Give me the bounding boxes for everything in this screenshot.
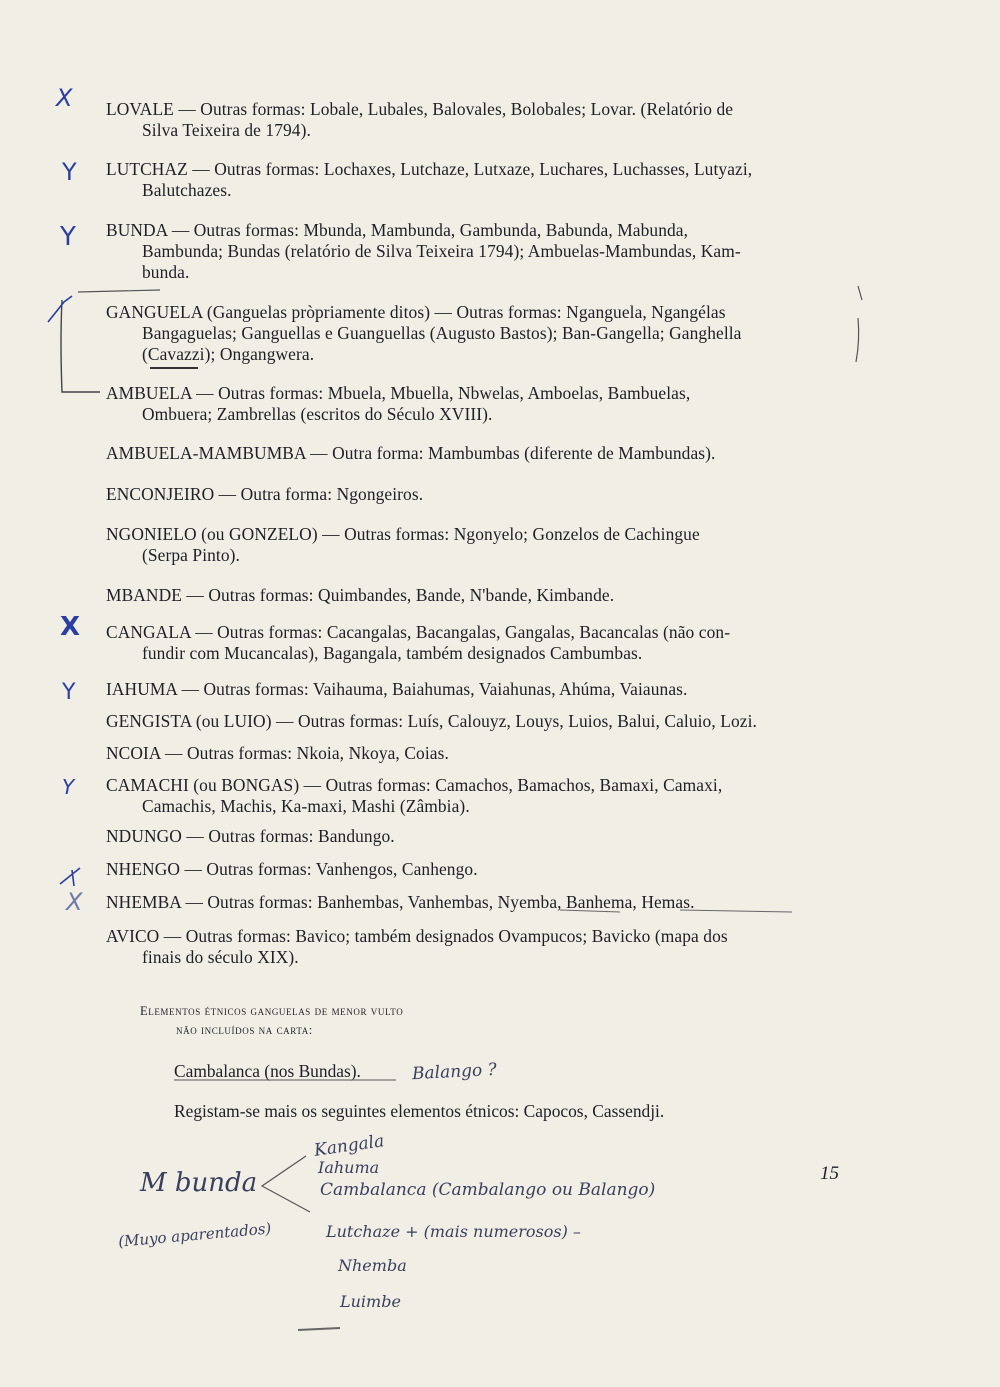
handwritten-lutchaze: Lutchaze + (mais numerosos) – [326,1222,581,1241]
entry-line: GANGUELA (Ganguelas pròpriamente ditos) — Outras formas: Nganguela, Ngangélas [106,302,726,322]
bottom-dash [298,1328,340,1330]
handwritten-kangala: Kangala [312,1131,386,1161]
entry-line: NGONIELO (ou GONZELO) — Outras formas: Ngonyelo; Gonzelos de Cachingue [106,524,700,544]
entry-continuation: Balutchazes. [142,180,232,200]
entry-line: LOVALE — Outras formas: Lobale, Lubales, Balovales, Bolobales; Lovar. (Relatório de [106,99,734,119]
cambalanca-line: Cambalanca (nos Bundas). [174,1061,361,1081]
bracket-right-stroke [856,286,862,362]
margin-mark-icon: X [56,84,73,112]
section-title-line2: não incluídos na carta: [176,1023,313,1037]
handwritten-luimbe: Luimbe [340,1292,401,1311]
entry-line: AMBUELA-MAMBUMBA — Outra forma: Mambumbas (diferente de Mambundas). [106,443,716,463]
entry-line: AVICO — Outras formas: Bavico; também designados Ovampucos; Bavicko (mapa dos [106,926,728,946]
entry-line: NHEMBA — Outras formas: Banhembas, Vanhembas, Nyemba, Banhema, Hemas. [106,892,695,912]
entry-continuation: finais do século XIX). [142,947,299,967]
entry-line: NCOIA — Outras formas: Nkoia, Nkoya, Coias. [106,743,449,763]
bracket-stroke [61,300,100,392]
margin-mark-icon: X [60,612,81,642]
page-number: 15 [820,1163,839,1184]
margin-mark-icon: Y [62,158,77,186]
entry-line: CANGALA — Outras formas: Cacangalas, Bacangalas, Gangalas, Bacancalas (não con- [106,622,731,642]
handwritten-iahuma: Iahuma [318,1158,380,1177]
entry-continuation: (Serpa Pinto). [142,545,240,565]
entry-continuation: bunda. [142,262,190,282]
entry-continuation: Silva Teixeira de 1794). [142,120,311,140]
section-title-line1: Elementos étnicos ganguelas de menor vulto [140,1004,404,1018]
entry-line: IAHUMA — Outras formas: Vaihauma, Baiahumas, Vaiahunas, Ahúma, Vaiaunas. [106,679,688,699]
entry-continuation: Bambunda; Bundas (relatório de Silva Teixeira 1794); Ambuelas-Mambundas, Kam- [142,241,741,261]
entry-line: AMBUELA — Outras formas: Mbuela, Mbuella, Nbwelas, Amboelas, Bambuelas, [106,383,691,403]
entry-continuation: fundir com Mucancalas), Bagangala, também designados Cambumbas. [142,643,643,663]
entry-line: GENGISTA (ou LUIO) — Outras formas: Luís, Calouyz, Louys, Luios, Balui, Caluio, Lozi. [106,711,757,731]
entry-line: BUNDA — Outras formas: Mbunda, Mambunda, Gambunda, Babunda, Mabunda, [106,220,689,240]
margin-mark-ganguela [48,296,72,322]
entry-line: NHENGO — Outras formas: Vanhengos, Canhengo. [106,859,478,879]
handwritten-mbunda: M bunda [140,1168,258,1198]
nhemba-underline [560,910,792,912]
entry-line: MBANDE — Outras formas: Quimbandes, Bande, N'bande, Kimbande. [106,585,615,605]
handwritten-parenthetical: (Muyo aparentados) [117,1219,272,1251]
margin-mark-icon: Y [60,222,76,252]
entry-continuation: Ombuera; Zambrellas (escritos do Século XVIII). [142,404,493,424]
entry-continuation: (Cavazzi); Ongangwera. [142,344,315,364]
entry-continuation: Camachis, Machis, Ka-maxi, Mashi (Zâmbia). [142,796,470,816]
handwritten-cambalanca-note: Cambalanca (Cambalango ou Balango) [320,1180,656,1200]
entry-line: CAMACHI (ou BONGAS) — Outras formas: Camachos, Bamachos, Bamaxi, Camaxi, [106,775,723,795]
margin-mark-icon: Y [62,680,76,705]
registam-line: Registam-se mais os seguintes elementos étnicos: Capocos, Cassendji. [174,1101,665,1121]
handwritten-balango: Balango ? [411,1059,498,1085]
handwritten-nhemba: Nhemba [338,1256,407,1275]
mbunda-bracket [262,1156,310,1212]
entry-continuation: Bangaguelas; Ganguellas e Guanguellas (Augusto Bastos); Ban-Gangella; Ganghella [142,323,742,343]
entry-line: ENCONJEIRO — Outra forma: Ngongeiros. [106,484,424,504]
margin-mark-icon: Y [62,775,75,799]
margin-mark-nhengo [60,868,80,886]
margin-mark-icon: X [66,888,83,916]
entry-line: NDUNGO — Outras formas: Bandungo. [106,826,395,846]
bracket-top-stroke [78,290,160,292]
entry-line: LUTCHAZ — Outras formas: Lochaxes, Lutchaze, Lutxaze, Luchares, Luchasses, Lutyazi, [106,159,753,179]
